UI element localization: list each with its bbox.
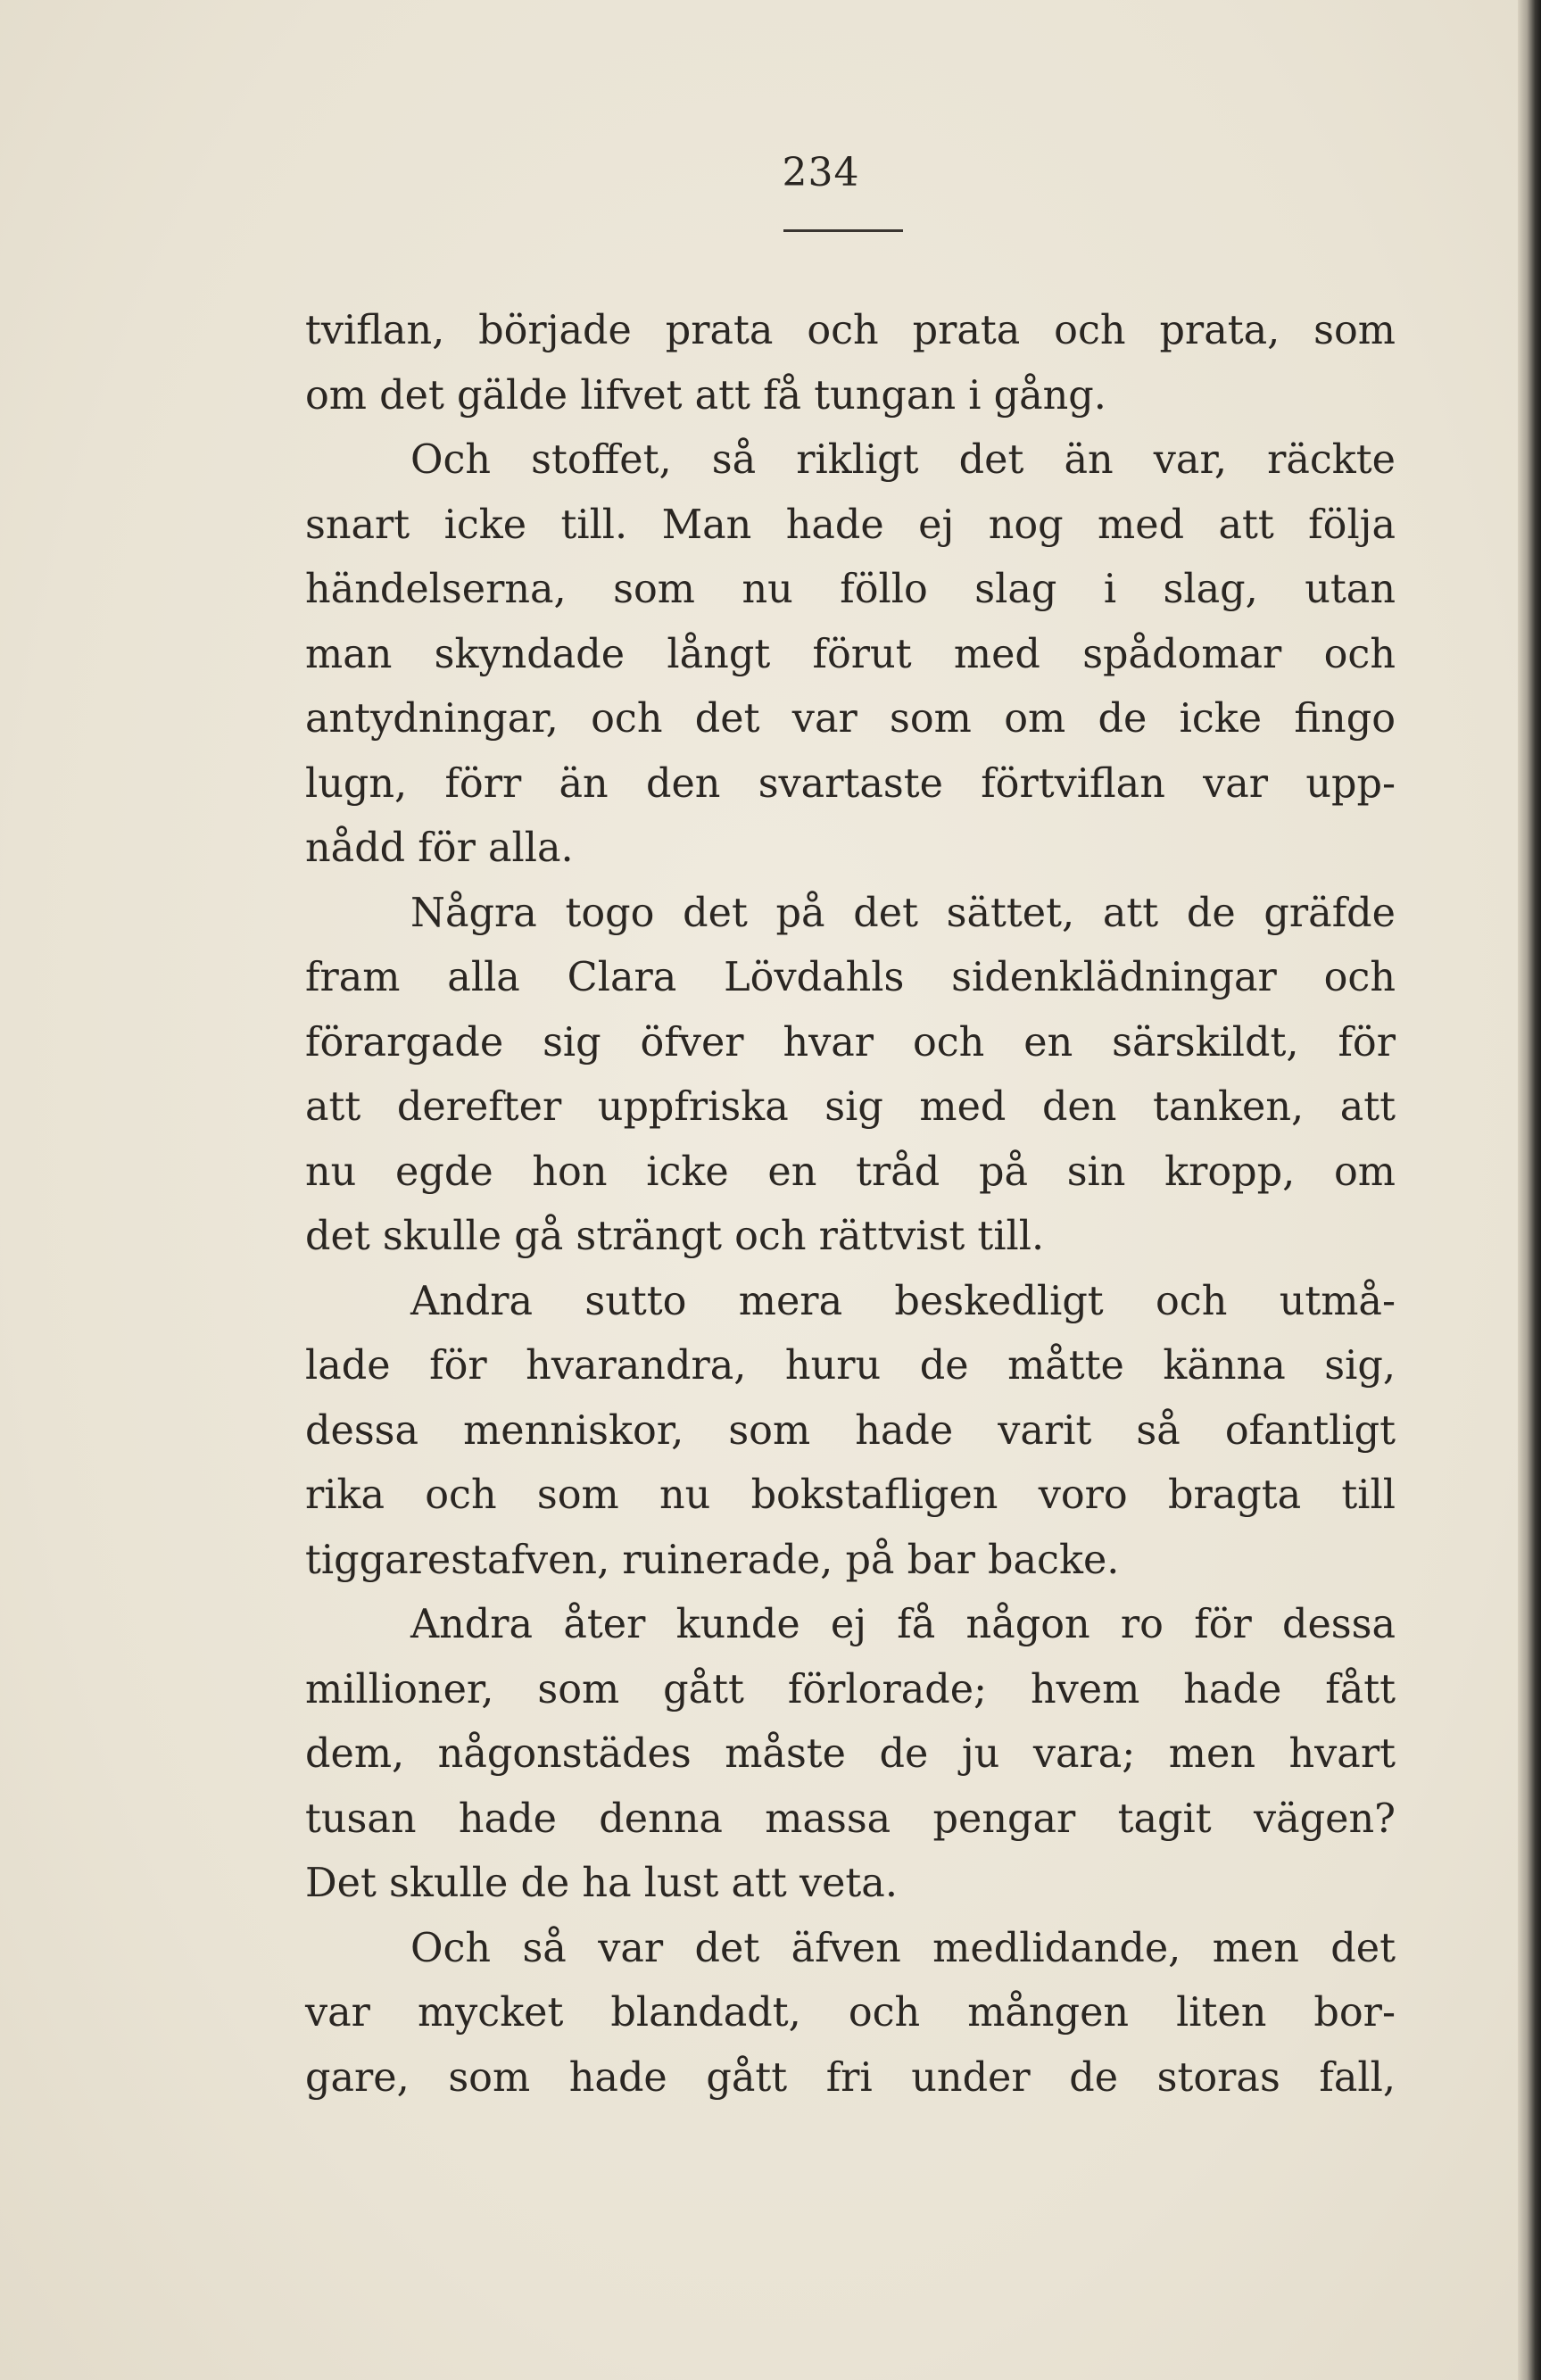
- text-line: tusan hade denna massa pengar tagit vägen?: [305, 1795, 1396, 1842]
- text-line: lade för hvarandra, huru de måtte känna sig,: [305, 1343, 1396, 1389]
- page-number: 234: [782, 150, 860, 195]
- text-line: dem, någonstädes måste de ju vara; men hvart: [305, 1731, 1396, 1777]
- text-line: nådd för alla.: [305, 825, 574, 871]
- text-line: Några togo det på det sättet, att de gräfde: [410, 890, 1396, 936]
- text-line: Och så var det äfven medlidande, men det: [410, 1925, 1396, 1971]
- text-line: millioner, som gått förlorade; hvem hade fått: [305, 1666, 1396, 1712]
- text-line: fram alla Clara Lövdahls sidenklädningar och: [305, 955, 1396, 1000]
- text-line: om det gälde lifvet att få tungan i gång.: [305, 372, 1106, 419]
- text-line: tviflan, började prata och prata och prata, som: [305, 308, 1396, 353]
- text-line: Andra åter kunde ej få någon ro för dessa: [410, 1602, 1396, 1647]
- text-line: Och stoffet, så rikligt det än var, räckte: [410, 437, 1396, 483]
- text-line: nu egde hon icke en tråd på sin kropp, om: [305, 1149, 1396, 1195]
- text-line: dessa menniskor, som hade varit så ofantligt: [305, 1407, 1396, 1454]
- text-line: var mycket blandadt, och mången liten bor-: [305, 1990, 1396, 2036]
- text-line: Det skulle de ha lust att veta.: [305, 1861, 898, 1906]
- text-line: förargade sig öfver hvar och en särskildt, för: [305, 1019, 1396, 1066]
- page-edge-shadow: [1518, 0, 1541, 2380]
- text-line: rika och som nu bokstafligen voro bragta till: [305, 1472, 1396, 1518]
- header-rule: [783, 229, 903, 232]
- text-line: att derefter uppfriska sig med den tanken, att: [305, 1084, 1396, 1130]
- text-line: tiggarestafven, ruinerade, på bar backe.: [305, 1537, 1120, 1583]
- text-line: gare, som hade gått fri under de storas fall,: [305, 2054, 1396, 2101]
- text-line: lugn, förr än den svartaste förtviflan var upp-: [305, 760, 1396, 807]
- text-line: snart icke till. Man hade ej nog med att följa: [305, 502, 1396, 548]
- text-line: man skyndade långt förut med spådomar och: [305, 631, 1396, 677]
- text-line: Andra sutto mera beskedligt och utmå-: [410, 1278, 1396, 1324]
- text-line: det skulle gå strängt och rättvist till.: [305, 1214, 1045, 1259]
- text-line: händelserna, som nu föllo slag i slag, utan: [305, 567, 1396, 612]
- text-line: antydningar, och det var som om de icke fingo: [305, 696, 1396, 742]
- body-text: [305, 299, 1396, 2110]
